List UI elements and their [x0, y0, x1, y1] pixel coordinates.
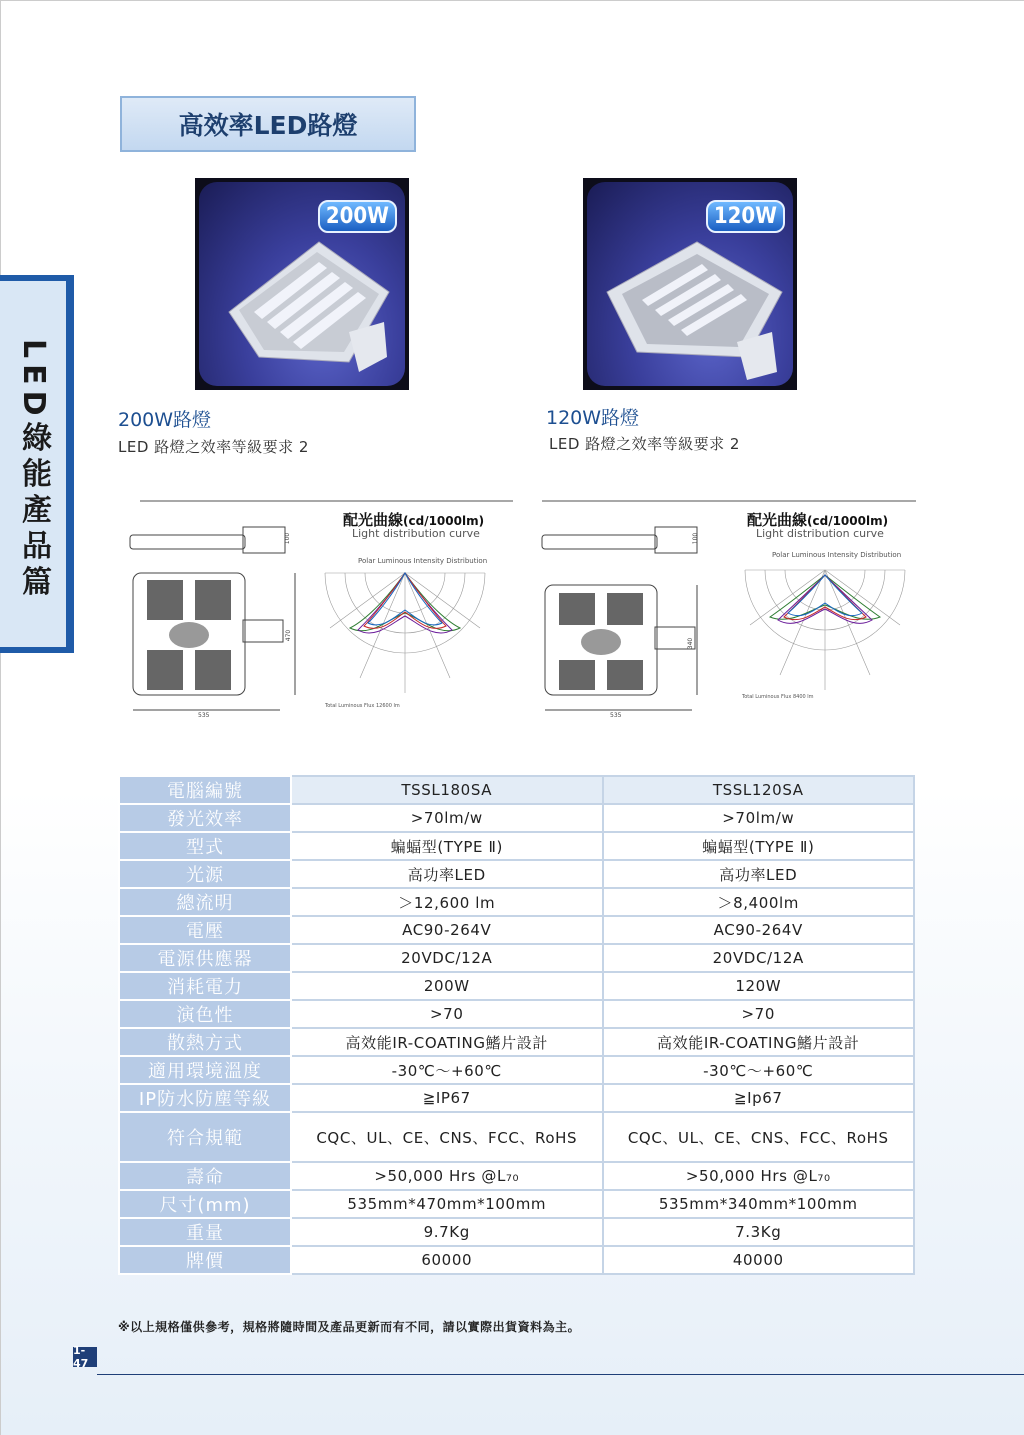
spec-value-tssl120sa: 蝙蝠型(TYPE Ⅱ) — [603, 832, 915, 860]
spec-value-tssl120sa: -30℃～+60℃ — [603, 1056, 915, 1084]
spec-value-tssl120sa: 7.3Kg — [603, 1218, 915, 1246]
page-border-top — [0, 0, 1024, 1]
spec-value-tssl120sa: >70lm/w — [603, 804, 915, 832]
dimension-height: 100 — [284, 532, 292, 545]
spec-label: 光源 — [119, 860, 291, 888]
section-side-tab — [0, 275, 74, 653]
table-row — [119, 1162, 914, 1190]
spec-value-tssl120sa: 高功率LED — [603, 860, 915, 888]
table-row — [119, 832, 914, 860]
product-title-120w: 120W路燈 — [546, 407, 640, 429]
dimension-height: 100 — [692, 532, 700, 545]
curve-subtitle-right: Light distribution curve — [756, 527, 884, 540]
spec-value-tssl120sa: ＞8,400lm — [603, 888, 915, 916]
table-row — [119, 916, 914, 944]
spec-value-tssl180sa: >70lm/w — [291, 804, 603, 832]
table-row — [119, 860, 914, 888]
spec-label: 散熱方式 — [119, 1028, 291, 1056]
footer-rule — [97, 1374, 1024, 1375]
spec-value-tssl120sa: 20VDC/12A — [603, 944, 915, 972]
spec-label: 總流明 — [119, 888, 291, 916]
section-side-tab-label: LED綠能產品篇 — [16, 339, 51, 602]
table-row — [119, 776, 914, 804]
spec-value-tssl180sa: CQC、UL、CE、CNS、FCC、RoHS — [291, 1112, 603, 1162]
polar-diagram-label-left: Polar Luminous Intensity Distribution — [358, 557, 488, 565]
spec-value-tssl120sa: 535mm*340mm*100mm — [603, 1190, 915, 1218]
dimension-depth: 340 — [687, 637, 695, 650]
spec-value-tssl180sa: TSSL180SA — [291, 776, 603, 804]
spec-value-tssl180sa: >50,000 Hrs @L₇₀ — [291, 1162, 603, 1190]
table-row — [119, 1084, 914, 1112]
spec-label: 牌價 — [119, 1246, 291, 1274]
spec-value-tssl180sa: AC90-264V — [291, 916, 603, 944]
spec-label: 演色性 — [119, 1000, 291, 1028]
table-row — [119, 1218, 914, 1246]
spec-value-tssl180sa: 60000 — [291, 1246, 603, 1274]
wattage-badge: 120W — [706, 200, 785, 233]
table-row — [119, 804, 914, 832]
specification-table — [118, 775, 915, 1275]
dimension-drawing-200w — [125, 515, 300, 725]
spec-value-tssl180sa: 高功率LED — [291, 860, 603, 888]
table-row — [119, 944, 914, 972]
table-row — [119, 1056, 914, 1084]
spec-label: 尺寸(mm) — [119, 1190, 291, 1218]
spec-value-tssl120sa: ≧Ip67 — [603, 1084, 915, 1112]
spec-value-tssl180sa: ＞12,600 lm — [291, 888, 603, 916]
dimension-width: 535 — [610, 712, 622, 719]
spec-value-tssl180sa: 20VDC/12A — [291, 944, 603, 972]
spec-label: 符合規範 — [119, 1112, 291, 1162]
dimension-drawing-120w — [537, 515, 712, 725]
spec-label: 型式 — [119, 832, 291, 860]
section-divider-left — [140, 500, 513, 502]
spec-value-tssl180sa: 200W — [291, 972, 603, 1000]
table-row — [119, 1112, 914, 1162]
spec-label: 適用環境溫度 — [119, 1056, 291, 1084]
product-subtitle-200w: LED 路燈之效率等級要求 2 — [118, 438, 309, 456]
spec-value-tssl120sa: 40000 — [603, 1246, 915, 1274]
spec-value-tssl180sa: 高效能IR-COATING鰭片設計 — [291, 1028, 603, 1056]
curve-title-left: 配光曲線(cd/1000lm) — [343, 511, 485, 529]
curve-title-right: 配光曲線(cd/1000lm) — [747, 511, 889, 529]
spec-value-tssl120sa: 120W — [603, 972, 915, 1000]
spec-label: 消耗電力 — [119, 972, 291, 1000]
spec-label: 電壓 — [119, 916, 291, 944]
curve-subtitle-left: Light distribution curve — [352, 527, 480, 540]
disclaimer-note: ※以上規格僅供參考，規格將隨時間及產品更新而有不同，請以實際出貨資料為主。 — [118, 1320, 581, 1334]
wattage-badge: 200W — [318, 200, 397, 233]
spec-value-tssl180sa: 9.7Kg — [291, 1218, 603, 1246]
dimension-depth: 470 — [285, 629, 293, 642]
total-flux-label-left: Total Luminous Flux 12600 lm — [325, 703, 400, 709]
table-row — [119, 1028, 914, 1056]
section-divider-right — [542, 500, 916, 502]
spec-label: 發光效率 — [119, 804, 291, 832]
spec-label: 重量 — [119, 1218, 291, 1246]
spec-value-tssl120sa: >70 — [603, 1000, 915, 1028]
spec-value-tssl120sa: 高效能IR-COATING鰭片設計 — [603, 1028, 915, 1056]
product-title-200w: 200W路燈 — [118, 409, 212, 431]
spec-label: IP防水防塵等級 — [119, 1084, 291, 1112]
spec-value-tssl180sa: 蝙蝠型(TYPE Ⅱ) — [291, 832, 603, 860]
spec-label: 壽命 — [119, 1162, 291, 1190]
spec-label: 電源供應器 — [119, 944, 291, 972]
table-row — [119, 972, 914, 1000]
spec-value-tssl120sa: TSSL120SA — [603, 776, 915, 804]
dimension-width: 535 — [198, 712, 210, 719]
spec-value-tssl120sa: >50,000 Hrs @L₇₀ — [603, 1162, 915, 1190]
product-subtitle-120w: LED 路燈之效率等級要求 2 — [549, 435, 740, 453]
page-title: 高效率LED路燈 — [120, 96, 416, 152]
polar-distribution-chart-120w — [740, 565, 910, 695]
polar-diagram-label-right: Polar Luminous Intensity Distribution — [772, 551, 902, 559]
spec-value-tssl120sa: AC90-264V — [603, 916, 915, 944]
product-photo-200w — [195, 178, 409, 390]
spec-value-tssl180sa: >70 — [291, 1000, 603, 1028]
spec-value-tssl180sa: 535mm*470mm*100mm — [291, 1190, 603, 1218]
polar-distribution-chart-200w — [320, 568, 490, 698]
spec-value-tssl180sa: -30℃～+60℃ — [291, 1056, 603, 1084]
spec-label: 電腦編號 — [119, 776, 291, 804]
table-row — [119, 1246, 914, 1274]
total-flux-label-right: Total Luminous Flux 8400 lm — [742, 694, 814, 700]
table-row — [119, 1190, 914, 1218]
page-number: 1-47 — [73, 1347, 97, 1367]
product-photo-120w — [583, 178, 797, 390]
spec-value-tssl180sa: ≧IP67 — [291, 1084, 603, 1112]
page-border-left — [0, 0, 1, 1435]
table-row — [119, 888, 914, 916]
table-row — [119, 1000, 914, 1028]
spec-value-tssl120sa: CQC、UL、CE、CNS、FCC、RoHS — [603, 1112, 915, 1162]
